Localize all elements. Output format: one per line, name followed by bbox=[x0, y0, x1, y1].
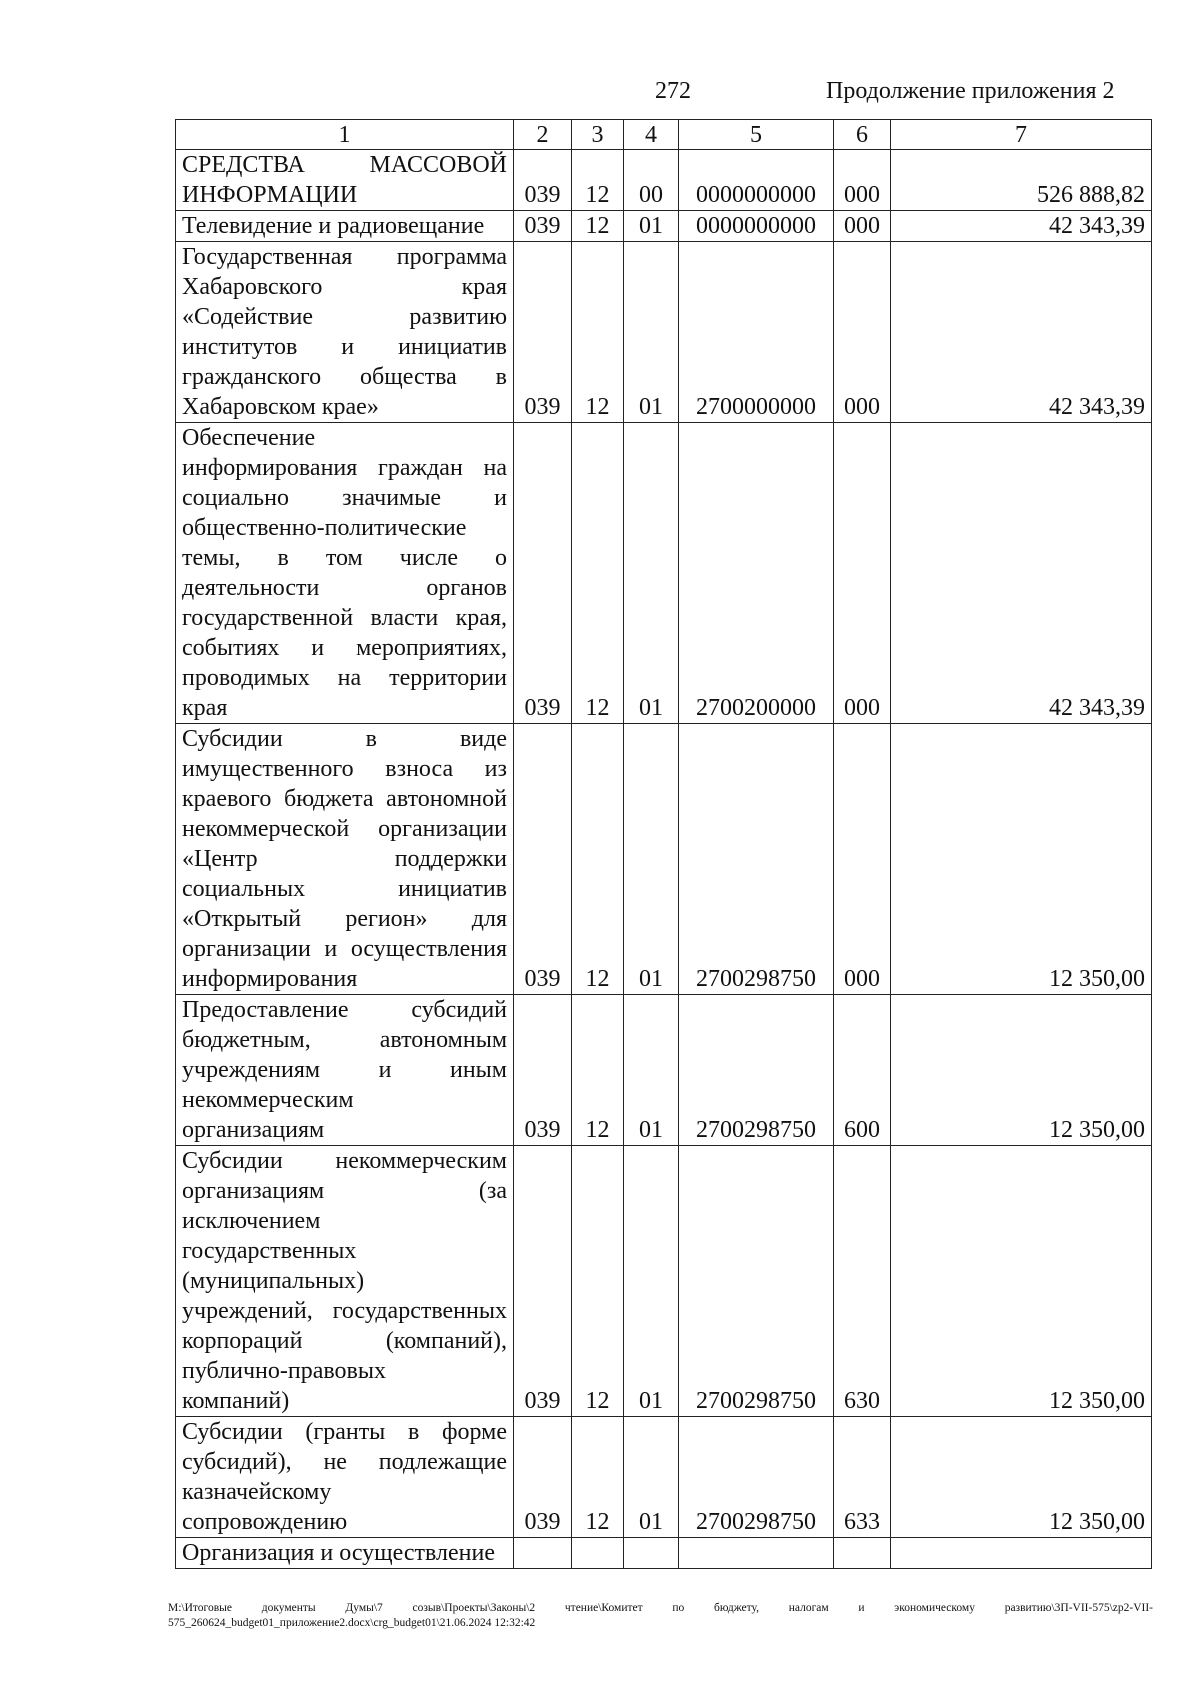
table-row bbox=[176, 1538, 1152, 1569]
row-name-line: «Открытый регион» для bbox=[182, 906, 507, 932]
amount-value bbox=[891, 1538, 1152, 1569]
column-header: 3 bbox=[572, 120, 624, 150]
chapter-code: 039 bbox=[514, 995, 572, 1146]
file-path-line-1: M:\Итоговые документы Думы\7 созыв\Проекты\Законы\2 чтение\Комитет по бюджету, налогам и экономическому развитию\3П-VII-575\zp2-VII- bbox=[168, 1602, 1153, 1614]
subsection-code: 01 bbox=[624, 1417, 679, 1538]
column-header: 6 bbox=[834, 120, 891, 150]
section-code: 12 bbox=[572, 1417, 624, 1538]
section-code: 12 bbox=[572, 995, 624, 1146]
row-name bbox=[176, 1417, 514, 1538]
row-name bbox=[176, 242, 514, 423]
subsection-code: 01 bbox=[624, 242, 679, 423]
section-code: 12 bbox=[572, 242, 624, 423]
amount-value: 42 343,39 bbox=[891, 423, 1152, 724]
table-row bbox=[176, 1146, 1152, 1417]
row-name-line: имущественного взноса из bbox=[182, 756, 507, 782]
row-name-line: государственной власти края, bbox=[182, 605, 507, 631]
subsection-code: 01 bbox=[624, 211, 679, 242]
expense-type-code: 000 bbox=[834, 423, 891, 724]
expense-type-code: 600 bbox=[834, 995, 891, 1146]
table-row bbox=[176, 724, 1152, 995]
amount-value: 526 888,82 bbox=[891, 150, 1152, 211]
budget-table bbox=[175, 119, 1152, 1569]
row-name-line: (муниципальных) bbox=[182, 1268, 365, 1294]
row-name-line: некоммерческой организации bbox=[182, 816, 507, 842]
chapter-code: 039 bbox=[514, 1417, 572, 1538]
row-name-line: субсидий), не подлежащие bbox=[182, 1449, 507, 1475]
table-row bbox=[176, 1417, 1152, 1538]
expense-type-code: 000 bbox=[834, 724, 891, 995]
row-name-line: информирования граждан на bbox=[182, 455, 507, 481]
amount-value: 12 350,00 bbox=[891, 724, 1152, 995]
column-header: 2 bbox=[514, 120, 572, 150]
row-name-line: краевого бюджета автономной bbox=[182, 786, 507, 812]
row-name-line: государственных bbox=[182, 1238, 357, 1264]
subsection-code bbox=[624, 1538, 679, 1569]
chapter-code: 039 bbox=[514, 150, 572, 211]
expense-type-code: 000 bbox=[834, 150, 891, 211]
row-name-line: компаний) bbox=[182, 1388, 290, 1414]
row-name bbox=[176, 423, 514, 724]
page-number: 272 bbox=[655, 78, 691, 104]
row-name-line: Телевидение и радиовещание bbox=[182, 213, 485, 239]
section-code bbox=[572, 1538, 624, 1569]
row-name-line: проводимых на территории bbox=[182, 665, 507, 691]
row-name-line: общественно-политические bbox=[182, 515, 467, 541]
row-name-line: организациям bbox=[182, 1117, 325, 1143]
chapter-code bbox=[514, 1538, 572, 1569]
target-article-code: 2700298750 bbox=[679, 995, 834, 1146]
expense-type-code: 000 bbox=[834, 211, 891, 242]
row-name-line: социально значимые и bbox=[182, 485, 507, 511]
amount-value: 42 343,39 bbox=[891, 211, 1152, 242]
row-name-line: Субсидии в виде bbox=[182, 726, 507, 752]
target-article-code: 2700298750 bbox=[679, 1417, 834, 1538]
column-header: 4 bbox=[624, 120, 679, 150]
amount-value: 12 350,00 bbox=[891, 995, 1152, 1146]
row-name-line: социальных инициатив bbox=[182, 876, 507, 902]
row-name-line: исключением bbox=[182, 1208, 321, 1234]
table-row bbox=[176, 423, 1152, 724]
target-article-code: 0000000000 bbox=[679, 150, 834, 211]
section-code: 12 bbox=[572, 211, 624, 242]
target-article-code: 2700000000 bbox=[679, 242, 834, 423]
row-name-line: публично-правовых bbox=[182, 1358, 386, 1384]
row-name-line: гражданского общества в bbox=[182, 364, 507, 390]
row-name bbox=[176, 1146, 514, 1417]
row-name bbox=[176, 1538, 514, 1569]
expense-type-code: 630 bbox=[834, 1146, 891, 1417]
row-name-line: организации и осуществления bbox=[182, 936, 507, 962]
chapter-code: 039 bbox=[514, 724, 572, 995]
column-header: 7 bbox=[891, 120, 1152, 150]
column-number-row bbox=[176, 120, 1152, 150]
row-name-line: учреждений, государственных bbox=[182, 1298, 507, 1324]
table-row bbox=[176, 150, 1152, 211]
chapter-code: 039 bbox=[514, 423, 572, 724]
target-article-code bbox=[679, 1538, 834, 1569]
row-name-line: казначейскому bbox=[182, 1479, 332, 1505]
section-code: 12 bbox=[572, 1146, 624, 1417]
row-name-line: информирования bbox=[182, 966, 358, 992]
row-name-line: Организация и осуществление bbox=[182, 1540, 496, 1566]
row-name-line: СРЕДСТВА МАССОВОЙ bbox=[182, 152, 507, 178]
row-name-line: корпораций (компаний), bbox=[182, 1328, 507, 1354]
row-name bbox=[176, 150, 514, 211]
subsection-code: 01 bbox=[624, 423, 679, 724]
subsection-code: 01 bbox=[624, 724, 679, 995]
row-name bbox=[176, 995, 514, 1146]
target-article-code: 2700200000 bbox=[679, 423, 834, 724]
chapter-code: 039 bbox=[514, 1146, 572, 1417]
amount-value: 12 350,00 bbox=[891, 1146, 1152, 1417]
chapter-code: 039 bbox=[514, 242, 572, 423]
row-name bbox=[176, 211, 514, 242]
row-name-line: институтов и инициатив bbox=[182, 334, 507, 360]
row-name-line: деятельности органов bbox=[182, 575, 507, 601]
expense-type-code bbox=[834, 1538, 891, 1569]
row-name-line: Предоставление субсидий bbox=[182, 997, 507, 1023]
row-name-line: края bbox=[182, 695, 228, 721]
row-name-line: Хабаровского края bbox=[182, 274, 507, 300]
continuation-label: Продолжение приложения 2 bbox=[826, 78, 1115, 104]
file-path-footer bbox=[168, 1601, 1153, 1631]
table-row bbox=[176, 211, 1152, 242]
row-name-line: Субсидии (гранты в форме bbox=[182, 1419, 507, 1445]
row-name-line: «Центр поддержки bbox=[182, 846, 507, 872]
row-name-line: «Содействие развитию bbox=[182, 304, 507, 330]
row-name-line: некоммерческим bbox=[182, 1087, 354, 1113]
row-name-line: сопровождению bbox=[182, 1509, 348, 1535]
table-row bbox=[176, 995, 1152, 1146]
section-code: 12 bbox=[572, 150, 624, 211]
target-article-code: 2700298750 bbox=[679, 724, 834, 995]
expense-type-code: 633 bbox=[834, 1417, 891, 1538]
row-name-line: бюджетным, автономным bbox=[182, 1027, 507, 1053]
row-name-line: Субсидии некоммерческим bbox=[182, 1148, 507, 1174]
row-name bbox=[176, 724, 514, 995]
section-code: 12 bbox=[572, 724, 624, 995]
section-code: 12 bbox=[572, 423, 624, 724]
row-name-line: учреждениям и иным bbox=[182, 1057, 507, 1083]
row-name-line: темы, в том числе о bbox=[182, 545, 507, 571]
file-path-line-2: 575_260624_budget01_приложение2.docx\crg_budget01\21.06.2024 12:32:42 bbox=[168, 1617, 536, 1629]
amount-value: 12 350,00 bbox=[891, 1417, 1152, 1538]
column-header: 5 bbox=[679, 120, 834, 150]
row-name-line: ИНФОРМАЦИИ bbox=[182, 182, 358, 208]
row-name-line: организациям (за bbox=[182, 1178, 507, 1204]
row-name-line: Обеспечение bbox=[182, 425, 316, 451]
chapter-code: 039 bbox=[514, 211, 572, 242]
row-name-line: Хабаровском крае» bbox=[182, 394, 379, 420]
row-name-line: событиях и мероприятиях, bbox=[182, 635, 507, 661]
subsection-code: 01 bbox=[624, 995, 679, 1146]
column-header: 1 bbox=[176, 120, 514, 150]
target-article-code: 0000000000 bbox=[679, 211, 834, 242]
subsection-code: 01 bbox=[624, 1146, 679, 1417]
subsection-code: 00 bbox=[624, 150, 679, 211]
target-article-code: 2700298750 bbox=[679, 1146, 834, 1417]
expense-type-code: 000 bbox=[834, 242, 891, 423]
table-row bbox=[176, 242, 1152, 423]
amount-value: 42 343,39 bbox=[891, 242, 1152, 423]
row-name-line: Государственная программа bbox=[182, 244, 507, 270]
